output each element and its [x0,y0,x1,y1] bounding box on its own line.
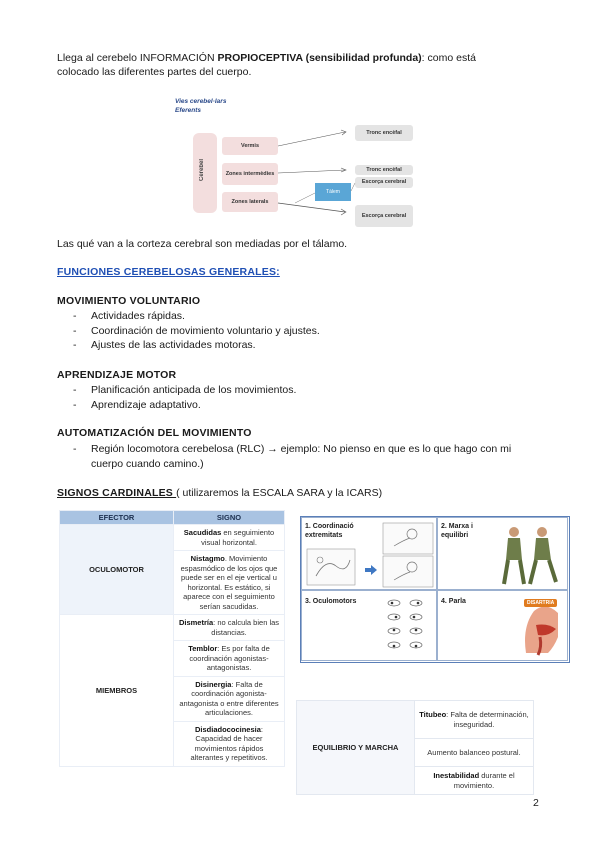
sign-cell: Dismetría: no calcula bien las distancias. [174,615,285,641]
signs-illustration-panel [300,516,570,663]
efferent-pathways-diagram [175,95,420,235]
voluntary-movement-list [57,309,320,353]
finger-nose-sketch-icon [382,522,434,588]
header-effector: EFECTOR [60,511,174,525]
panel-cell-coordination: 1. Coordinació extremitats [301,517,437,590]
list-item: - Planificación anticipada de los movimientos. [57,383,296,398]
sign-cell: Temblor: Es por falta de coordinación agonistas-antagonistas. [174,641,285,677]
target-cortex-2: Escorça cerebral [355,205,413,227]
sign-cell: Sacudidas en seguimiento visual horizontal. [174,525,285,551]
target-brainstem-1: Tronc encèfal [355,125,413,141]
sign-cell: Titubeo: Falta de determinación, inseguridad. [414,701,533,739]
panel-cell-speech: 4. Parla DISARTRIA [437,590,568,661]
panel-cell-oculomotor: 3. Oculomotors [301,590,437,661]
diagram-title: Vies cerebel·lars Eferents [175,98,227,114]
motor-learning-list [57,383,296,412]
diagram-arrows [175,95,420,235]
arrow-right-icon [364,564,378,576]
thalamus-box: Tàlem [315,183,351,201]
list-item: - Región locomotora cerebelosa (RLC) → ejemplo: No pienso en que es lo que hago con mi cuerpo cuando camino.) [57,442,557,471]
intro-line-2: colocado las diferentes partes del cuerpo. [57,66,252,78]
automation-list [57,442,557,471]
effector-balance: EQUILIBRIO Y MARCHA [297,701,415,795]
lateral-zones-box: Zones laterals [222,192,278,212]
balance-gait-table [296,700,534,795]
target-brainstem-2: Tronc encèfal [355,165,413,175]
vermis-box: Vermis [222,137,278,155]
target-cortex-1: Escorça cerebral [355,177,413,188]
functions-heading[interactable]: FUNCIONES CEREBELOSAS GENERALES: [57,266,280,278]
sign-cell: Inestabilidad durante el movimiento. [414,767,533,795]
sign-cell: Aumento balanceo postural. [414,739,533,767]
thalamus-note: Las qué van a la corteza cerebral son mediadas por el tálamo. [57,238,348,250]
voluntary-movement-title: MOVIMIENTO VOLUNTARIO [57,295,201,307]
header-sign: SIGNO [174,511,285,525]
sign-cell: Nistagmo. Movimiento espasmódico de los ojos que puede ser en el eje vertical u horizontal. Es estático, si aparece con el seguimiento serían sacudidas. [174,551,285,615]
effector-limbs: MIEMBROS [60,615,174,767]
sign-cell: Disdiadococinesia: Capacidad de hacer movimientos rápidos alterantes y repetitivos. [174,721,285,766]
cerebellum-label: Cerebel [199,159,205,182]
coordination-sketch-icon [306,548,356,586]
intro-line-1: Llega al cerebelo INFORMACIÓN PROPIOCEPTIVA (sensibilidad profunda): como está [57,52,476,64]
intro-paragraph [57,51,557,79]
eye-movements-icon [382,595,434,659]
panel-cell-gait: 2. Marxa i equilibri [437,517,568,590]
motor-learning-title: APRENDIZAJE MOTOR [57,369,177,381]
list-item: - Ajustes de las actividades motoras. [57,338,320,353]
list-item: - Actividades rápidas. [57,309,320,324]
cardinal-signs-heading: SIGNOS CARDINALES ( utilizaremos la ESCALA SARA y la ICARS) [57,487,383,499]
intermediate-zones-box: Zones intermèdies [222,163,278,185]
automation-title: AUTOMATIZACIÓN DEL MOVIMIENTO [57,427,252,439]
sign-cell: Disinergia: Falta de coordinación agonista-antagonista o entre diferentes articulaciones. [174,676,285,721]
effector-oculomotor: OCULOMOTOR [60,525,174,615]
list-item: - Aprendizaje adaptativo. [57,398,296,413]
effector-sign-table [59,510,285,767]
walking-figures-icon [496,524,562,588]
list-item: - Coordinación de movimiento voluntario y ajustes. [57,324,320,339]
dysarthria-tag: DISARTRIA [524,599,557,607]
page-number: 2 [533,797,539,809]
